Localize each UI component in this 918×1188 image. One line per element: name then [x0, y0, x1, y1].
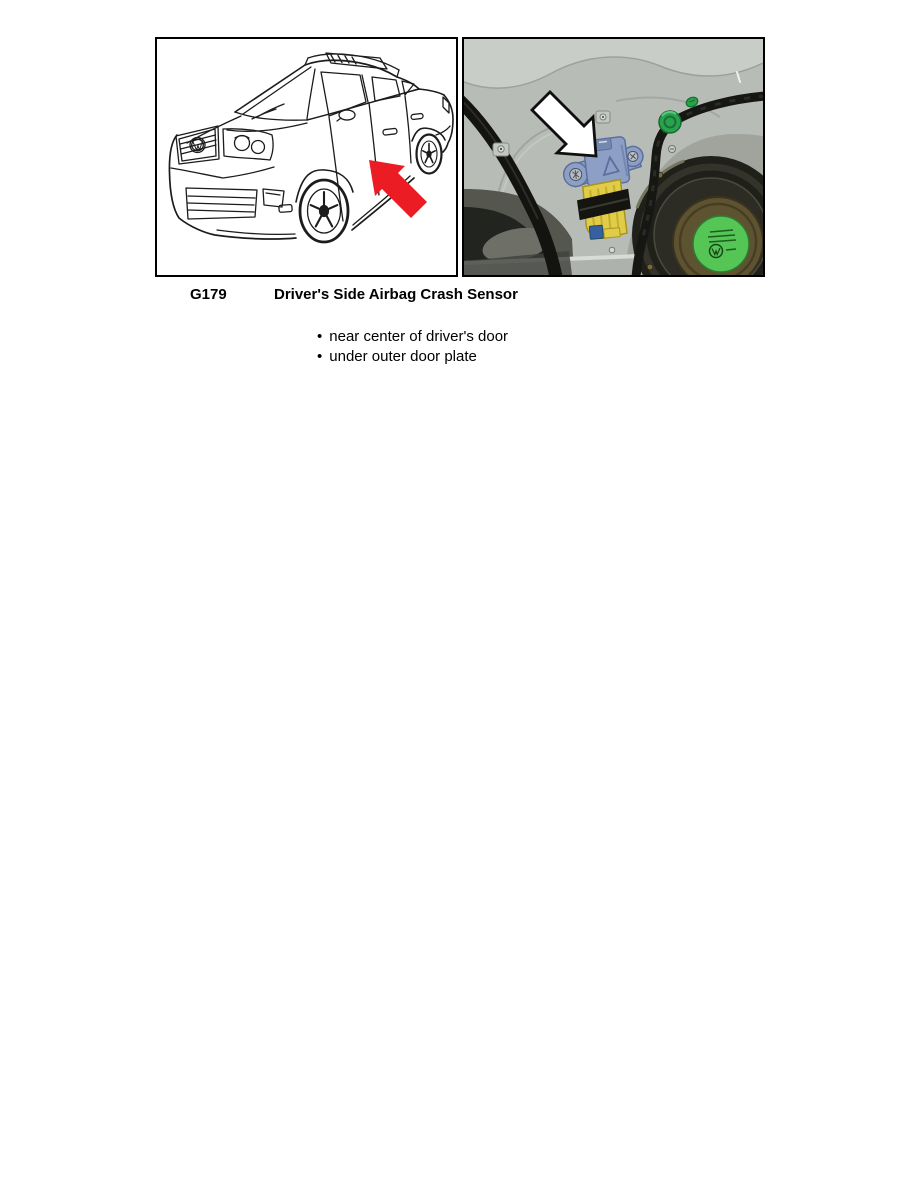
speaker-label [693, 216, 749, 272]
green-harness-clip [659, 111, 681, 133]
panel-clip [596, 111, 610, 123]
location-detail-item [317, 347, 508, 367]
car-line-drawing [157, 39, 456, 275]
component-name: Driver's Side Airbag Crash Sensor [274, 286, 518, 303]
location-details-list [317, 327, 508, 367]
figure-caption [0, 286, 918, 304]
location-detail-text: under outer door plate [329, 348, 477, 365]
vehicle-location-figure [155, 37, 458, 277]
location-detail-text: near center of driver's door [329, 328, 509, 345]
panel-clip [493, 143, 509, 156]
sensor-photo-figure [462, 37, 765, 277]
panel-screw [609, 247, 615, 253]
figure-row [155, 37, 765, 277]
front-wheel [300, 180, 348, 242]
door-sensor-photo [464, 39, 763, 275]
rear-wheel [417, 135, 442, 174]
panel-screw [669, 146, 676, 153]
component-id: G179 [190, 286, 227, 303]
location-detail-item [317, 327, 508, 347]
